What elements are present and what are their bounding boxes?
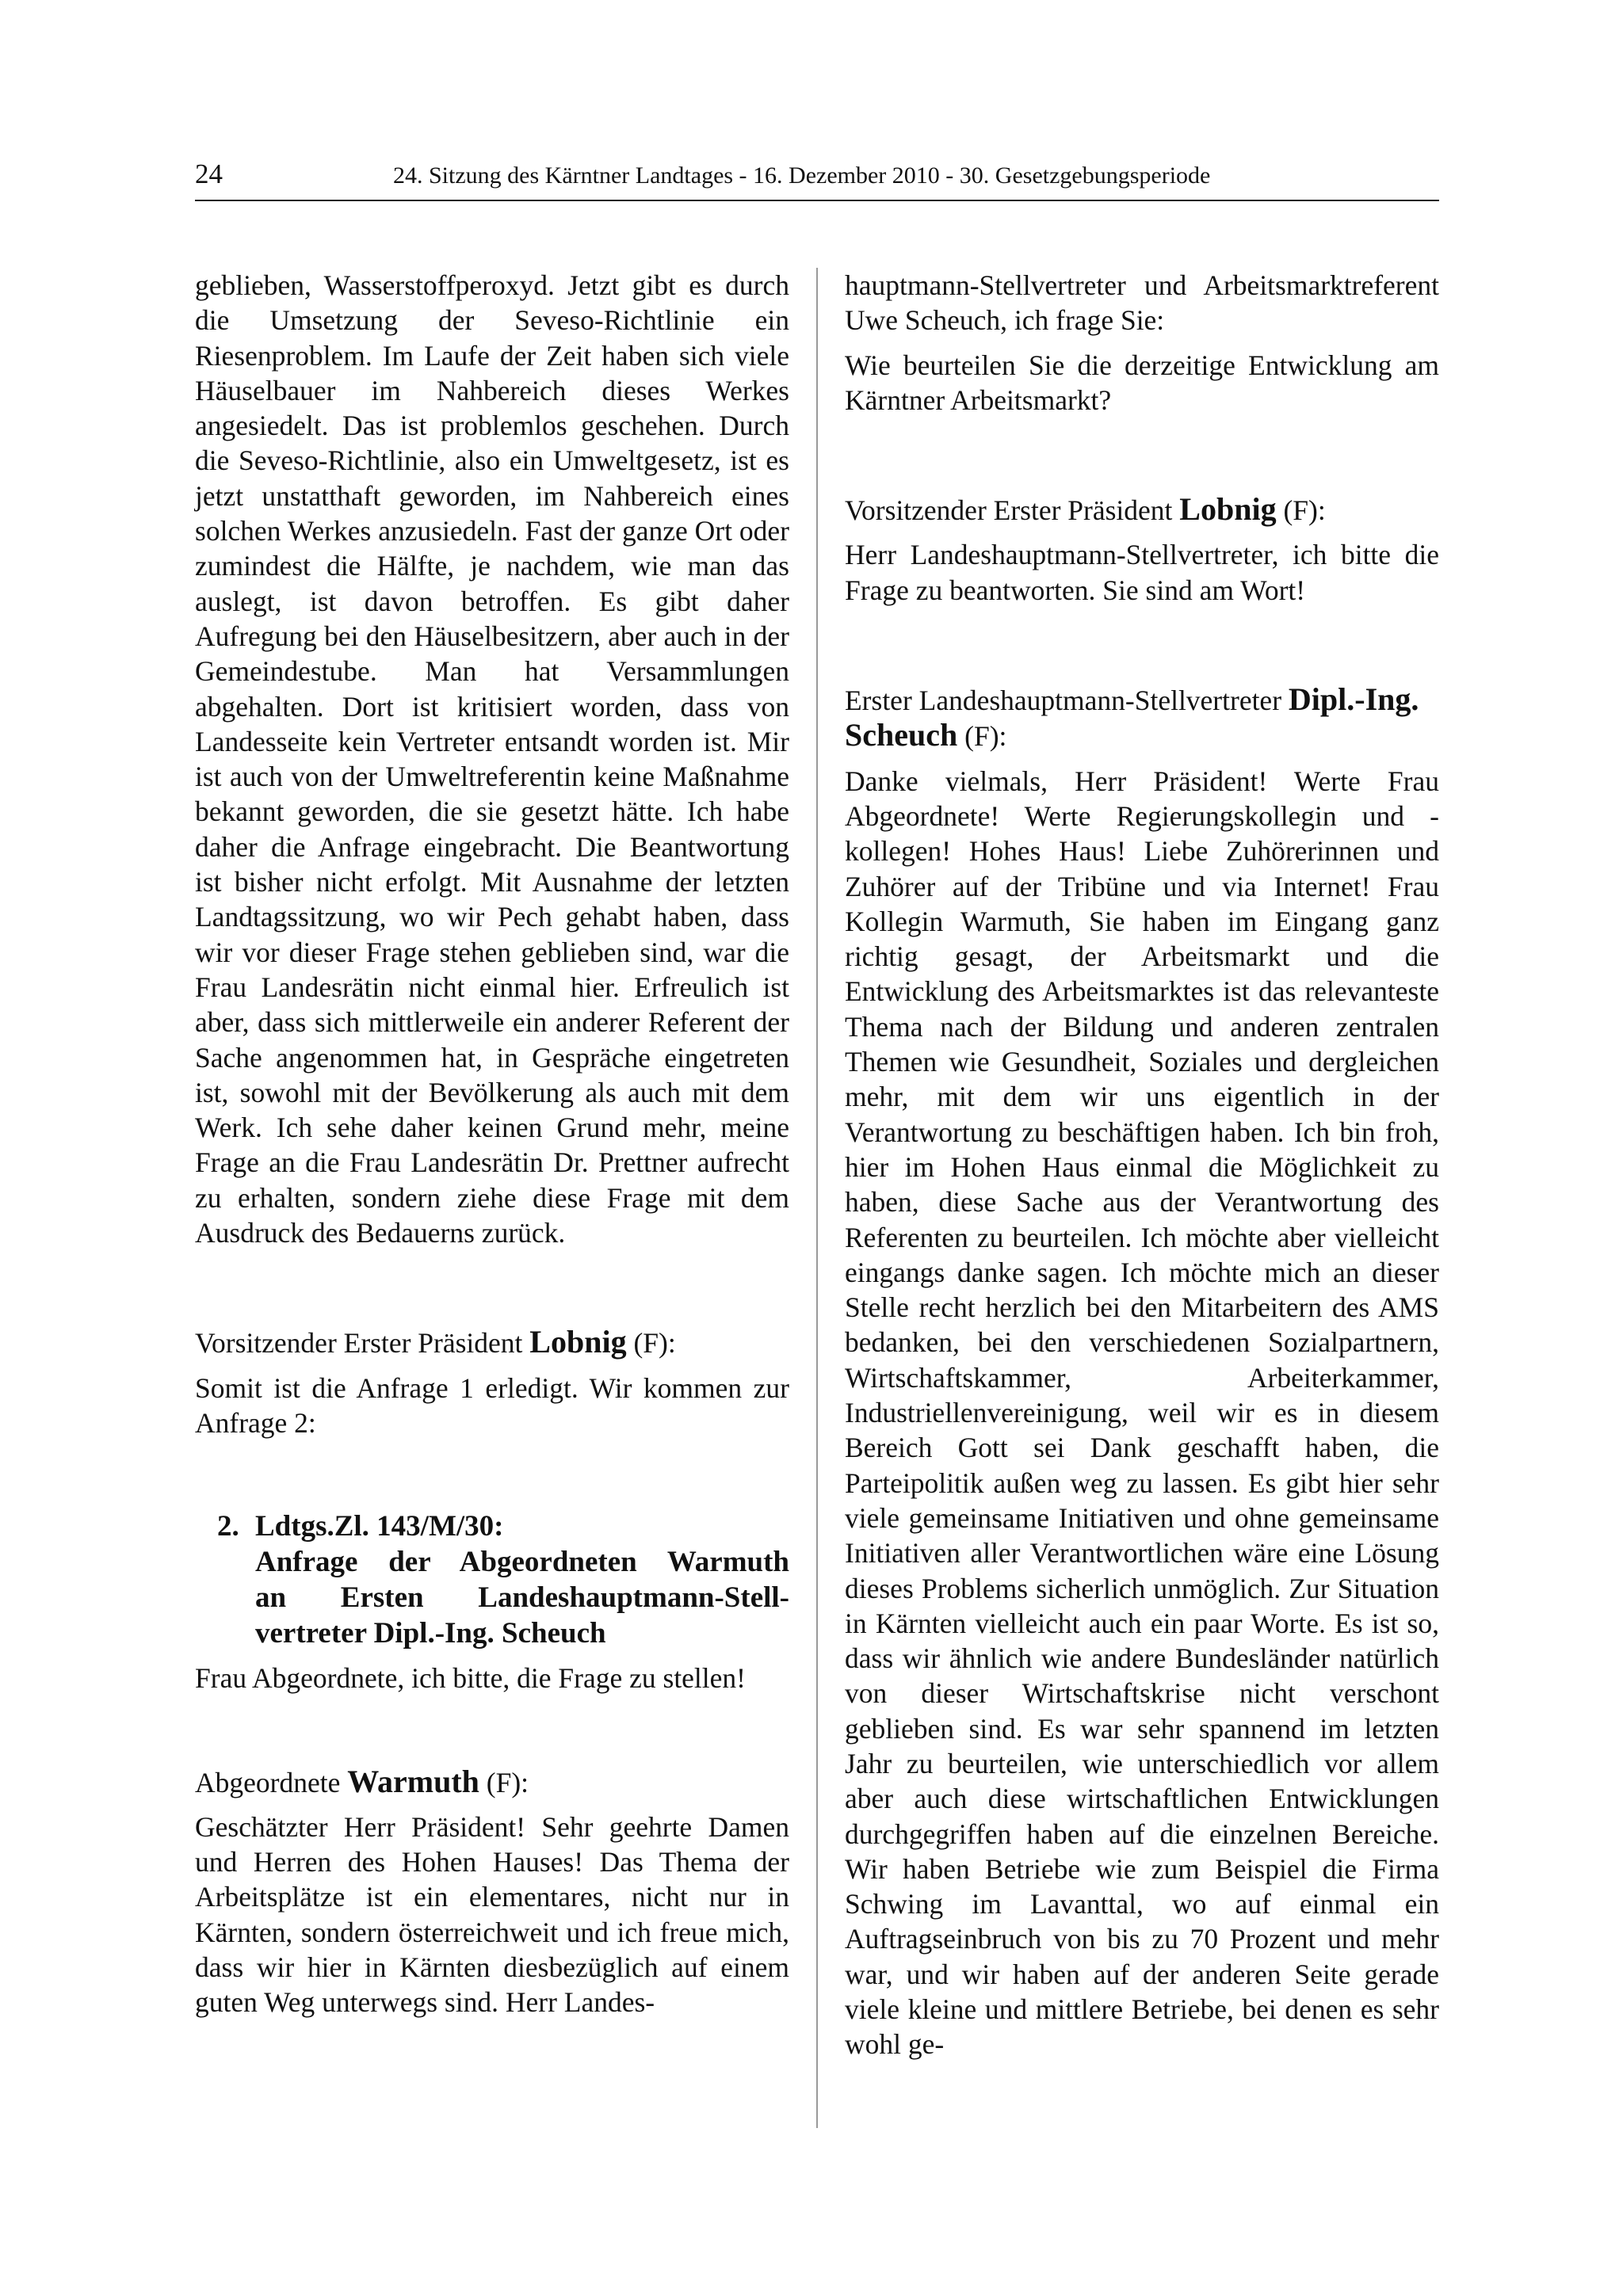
right-paragraph-2: Wie beurteilen Sie die derzeitige Entwicklung am Kärntner Arbeitsmarkt? (845, 349, 1439, 416)
page-header (195, 155, 1439, 201)
speaker-name: Lobnig (1179, 491, 1277, 528)
speaker-title: Abgeordnete (195, 1766, 348, 1798)
agenda-item-line: an Ersten Landeshauptmann-Stell- (255, 1581, 789, 1615)
speaker-party: (F): (479, 1766, 529, 1798)
agenda-item-ref: Ldtgs.Zl. 143/M/30: (255, 1510, 504, 1543)
speaker-title: Vorsitzender Erster Präsident (845, 494, 1180, 527)
right-paragraph-3: Herr Landeshauptmann-Stellvertreter, ich bitte die Frage zu beantworten. Sie sind am Wort! (845, 539, 1439, 606)
left-column (195, 268, 789, 2020)
left-paragraph-3: Frau Abgeordnete, ich bitte, die Frage zu stellen! (195, 1662, 746, 1695)
right-column (845, 268, 1439, 2062)
right-paragraph-1: hauptmann-Stellvertreter und Arbeitsmarktreferent Uwe Scheuch, ich frage Sie: (845, 269, 1439, 337)
speaker-name: Lobnig (529, 1324, 627, 1360)
speaker-name: Warmuth (347, 1763, 479, 1799)
speaker-title: Erster Landeshauptmann-Stellvertreter (845, 685, 1289, 717)
left-paragraph-1: geblieben, Wasserstoffperoxyd. Jetzt gibt es durch die Umsetzung der Seveso-Richtlinie ein Riesenproblem. Im Laufe der Zeit haben sich viele Häuselbauer im Nahbereich dieses Werkes angesiedelt. Das ist problemlos geschehen. Durch die Seveso-Richtlinie, also ein Umweltgesetz, ist es jetzt unstatthaft geworden, im Nahbereich eines solchen Werkes anzusiedeln. Fast der ganze Ort oder zumindest die Hälfte, je nachdem, wie man das auslegt, ist davon betroffen. Es gibt daher Aufregung bei den Häuselbesitzern, aber auch in der Gemeindestube. Man hat Versammlungen abgehalten. Dort ist kritisiert worden, dass von Landesseite kein Vertreter entsandt worden ist. Mir ist auch von der Umweltreferentin keine Maßnahme bekannt geworden, die sie gesetzt hätte. Ich habe daher die Anfrage eingebracht. Die Beantwortung ist bisher nicht erfolgt. Mit Ausnahme der letzten Landtagssitzung, wo wir Pech gehabt haben, dass wir vor dieser Frage stehen geblieben sind, war die Frau Landesrätin nicht einmal hier. Erfreulich ist aber, dass sich mittlerweile ein anderer Referent der Sache angenommen hat, in Gespräche eingetreten ist, sowohl mit der Bevölkerung als auch mit dem Werk. Ich sehe daher keinen Grund mehr, meine Frage an die Frau Landesrätin Dr. Prettner aufrecht zu erhalten, sondern ziehe diese Frage mit dem Ausdruck des Bedauerns zurück. (195, 269, 789, 1249)
agenda-item-line: Anfrage der Abgeordneten Warmuth (255, 1546, 789, 1579)
speaker-heading-lobnig (195, 1325, 789, 1360)
page-number: 24 (195, 158, 223, 189)
left-paragraph-2: Somit ist die Anfrage 1 erledigt. Wir kommen zur Anfrage 2: (195, 1371, 789, 1439)
speaker-title: Vorsitzender Erster Präsident (195, 1327, 530, 1360)
agenda-item-number: 2. (217, 1510, 239, 1543)
column-divider (816, 268, 818, 2128)
agenda-item (217, 1508, 789, 1651)
right-paragraph-4: Danke vielmals, Herr Präsident! Werte Frau Abgeordnete! Werte Regierungskollegin und -kollegen! Hohes Haus! Liebe Zuhörerinnen und Zuhörer auf der Tribüne und via Internet! Frau Kollegin Warmuth, Sie haben im Eingang ganz richtig gesagt, der Arbeitsmarkt und die Entwicklung des Arbeitsmarktes ist das relevanteste Thema nach der Bildung und anderen zentralen Themen wie Gesundheit, Soziales und dergleichen mehr, mit dem wir uns eigentlich in der Verantwortung zu beschäftigen haben. Ich bin froh, hier im Hohen Haus einmal die Möglichkeit zu haben, diese Sache aus der Verantwortung des Referenten zu beurteilen. Ich möchte aber vielleicht eingangs danke sagen. Ich möchte mich an dieser Stelle recht herzlich bei den Mitarbeitern des AMS bedanken, bei den verschiedenen Sozialpartnern, Wirtschaftskammer, Arbeiterkammer, Industriellenvereinigung, weil wir es in diesem Bereich Gott sei Dank geschafft haben, die Parteipolitik außen weg zu lassen. Es gibt hier sehr viele gemeinsame Initiativen und ohne gemeinsame Initiativen aller Verantwortlichen wäre eine Lösung dieses Problems sicherlich unmöglich. Zur Situation in Kärnten vielleicht auch ein paar Worte. Es ist so, dass wir ähnlich wie andere Bundesländer natürlich von dieser Wirtschaftskrise nicht verschont geblieben sind. Es war sehr spannend im letzten Jahr zu beurteilen, wie unterschiedlich vor allem aber auch diese wirtschaftlichen Entwicklungen durchgegriffen haben auf die einzelnen Bereiche. Wir haben Betriebe wie zum Beispiel die Firma Schwing im Lavanttal, wo auf einmal ein Auftragseinbruch von bis zu 70 Prozent und mehr war, und wir haben auf der anderen Seite gerade viele kleine und mittlere Betriebe, bei denen es sehr wohl ge- (845, 765, 1439, 2061)
speaker-name: Dipl.-Ing. Scheuch (845, 681, 1419, 753)
running-title: 24. Sitzung des Kärntner Landtages - 16. Dezember 2010 - 30. Gesetzgebungsperiode (393, 162, 1211, 189)
speaker-party: (F): (626, 1327, 676, 1360)
speaker-heading-warmuth (195, 1764, 789, 1800)
speaker-party: (F): (1276, 494, 1326, 527)
speaker-heading-scheuch (845, 682, 1439, 754)
speaker-party: (F): (957, 720, 1007, 753)
left-paragraph-4: Geschätzter Herr Präsident! Sehr geehrte Damen und Herren des Hohen Hauses! Das Thema der Arbeitsplätze ist ein elementares, nicht nur in Kärnten, sondern österreichweit und ich freue mich, dass wir hier in Kärnten diesbezüglich auf einem guten Weg unterwegs sind. Herr Landes- (195, 1810, 789, 2019)
speaker-heading-lobnig (845, 492, 1439, 528)
agenda-item-line: vertreter Dipl.-Ing. Scheuch (255, 1617, 606, 1650)
